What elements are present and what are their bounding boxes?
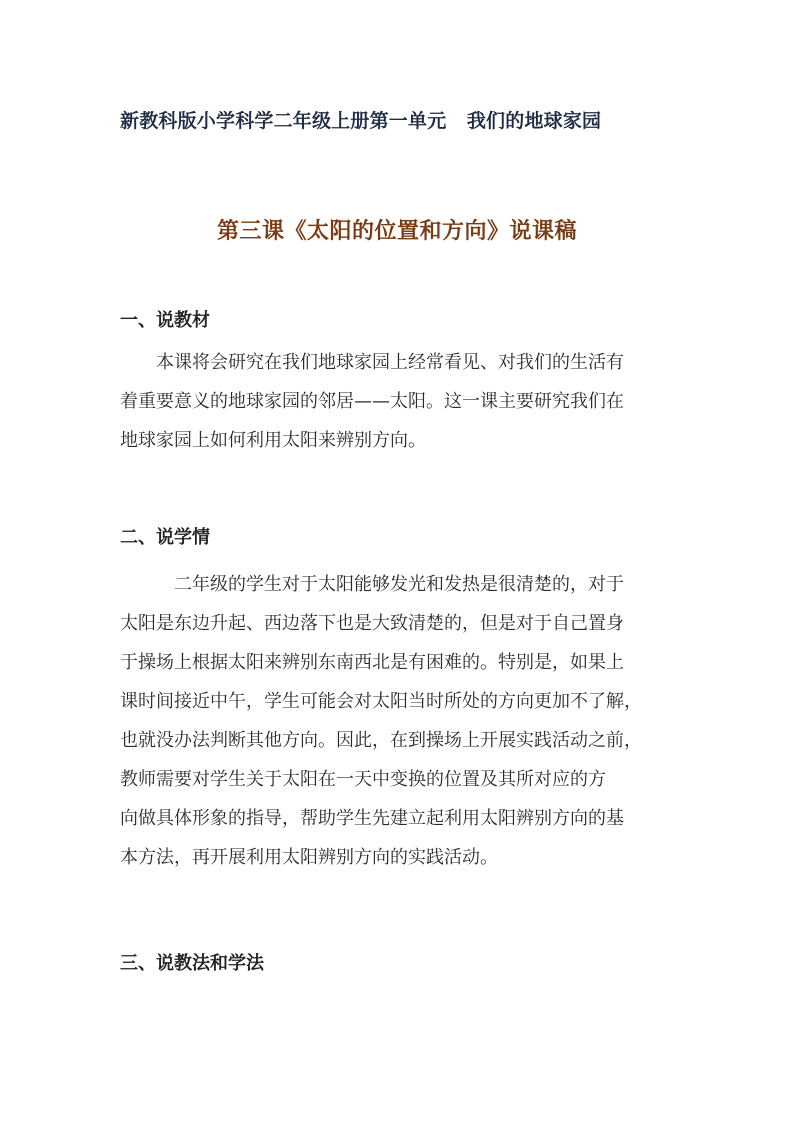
paragraph-line: 地球家园上如何利用太阳来辨别方向。 — [120, 430, 426, 451]
paragraph-line: 向做具体形象的指导，帮助学生先建立起利用太阳辨别方向的基 — [120, 808, 624, 829]
section-heading-textbook: 一、说教材 — [120, 310, 210, 331]
paragraph-line: 太阳是东边升起、西边落下也是大致清楚的，但是对于自己置身 — [120, 613, 624, 634]
paragraph-line: 也就没办法判断其他方向。因此，在到操场上开展实践活动之前， — [120, 730, 642, 751]
section-body-textbook — [120, 343, 680, 460]
document-header-title: 新教科版小学科学二年级上册第一单元 我们的地球家园 — [120, 110, 602, 132]
lesson-title: 第三课《太阳的位置和方向》说课稿 — [216, 219, 577, 244]
paragraph-line: 课时间接近中午，学生可能会对太阳当时所处的方向更加不了解， — [120, 691, 642, 712]
paragraph-line: 着重要意义的地球家园的邻居——太阳。这一课主要研究我们在 — [120, 391, 624, 412]
section-body-student-situation — [120, 565, 680, 877]
paragraph-line: 本课将会研究在我们地球家园上经常看见、对我们的生活有 — [120, 352, 624, 373]
section-heading-teaching-methods: 三、说教法和学法 — [120, 953, 264, 974]
paragraph-line: 本方法，再开展利用太阳辨别方向的实践活动。 — [120, 847, 498, 868]
paragraph-line: 教师需要对学生关于太阳在一天中变换的位置及其所对应的方 — [120, 769, 606, 790]
section-heading-student-situation: 二、说学情 — [120, 527, 210, 548]
paragraph-line: 于操场上根据太阳来辨别东南西北是有困难的。特别是，如果上 — [120, 652, 624, 673]
paragraph-line: 二年级的学生对于太阳能够发光和发热是很清楚的，对于 — [120, 574, 624, 595]
